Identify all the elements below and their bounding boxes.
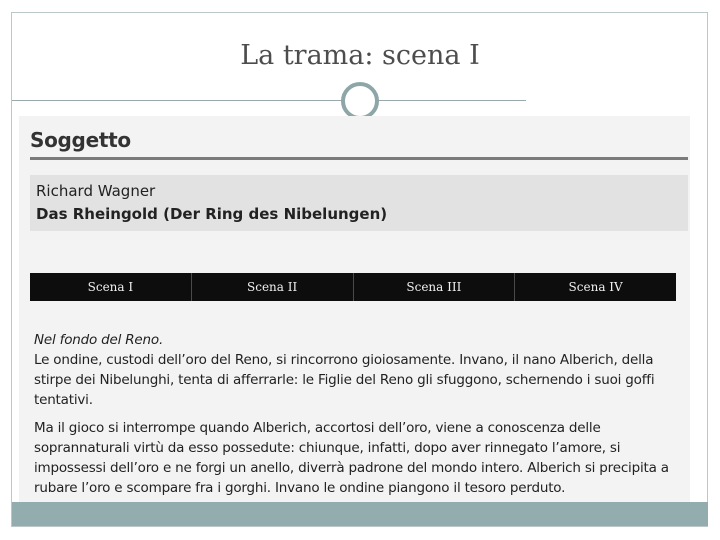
scene-description xyxy=(34,330,684,506)
scene-tabs xyxy=(30,273,676,301)
tab-scena-2[interactable]: Scena II xyxy=(192,273,354,301)
heading-divider xyxy=(30,157,688,160)
tab-scena-1[interactable]: Scena I xyxy=(30,273,192,301)
scene-place: Nel fondo del Reno. xyxy=(34,332,164,348)
title-divider xyxy=(12,100,526,101)
composer-name: Richard Wagner xyxy=(36,182,156,200)
footer-bar xyxy=(12,502,708,526)
ring-ornament-icon xyxy=(341,82,379,120)
scene-paragraph-2: Ma il gioco si interrompe quando Alberich, accortosi dell’oro, viene a conoscenza delle soprannaturali virtù da esso possedute: chiunque, infatti, dopo aver rinnegato l’amore, si impossessi dell’oro e ne forgi un anello, diverrà padrone del mondo intero. Alberich si precipita a rubare l’oro e scompare fra i gorghi. Invano le ondine piangono il tesoro perduto. xyxy=(34,420,669,496)
scene-paragraph-1: Le ondine, custodi dell’oro del Reno, si rincorrono gioiosamente. Invano, il nano Alberich, della stirpe dei Nibelunghi, tenta di afferrarle: le Figlie del Reno gli sfuggono, schernendo i suoi goffi tentativi. xyxy=(34,352,655,408)
tab-scena-4[interactable]: Scena IV xyxy=(568,280,623,294)
page-heading: Soggetto xyxy=(30,128,131,152)
slide-title: La trama: scena I xyxy=(240,40,480,71)
tab-scena-3[interactable]: Scena III xyxy=(354,273,516,301)
opera-title: Das Rheingold (Der Ring des Nibelungen) xyxy=(36,205,388,223)
